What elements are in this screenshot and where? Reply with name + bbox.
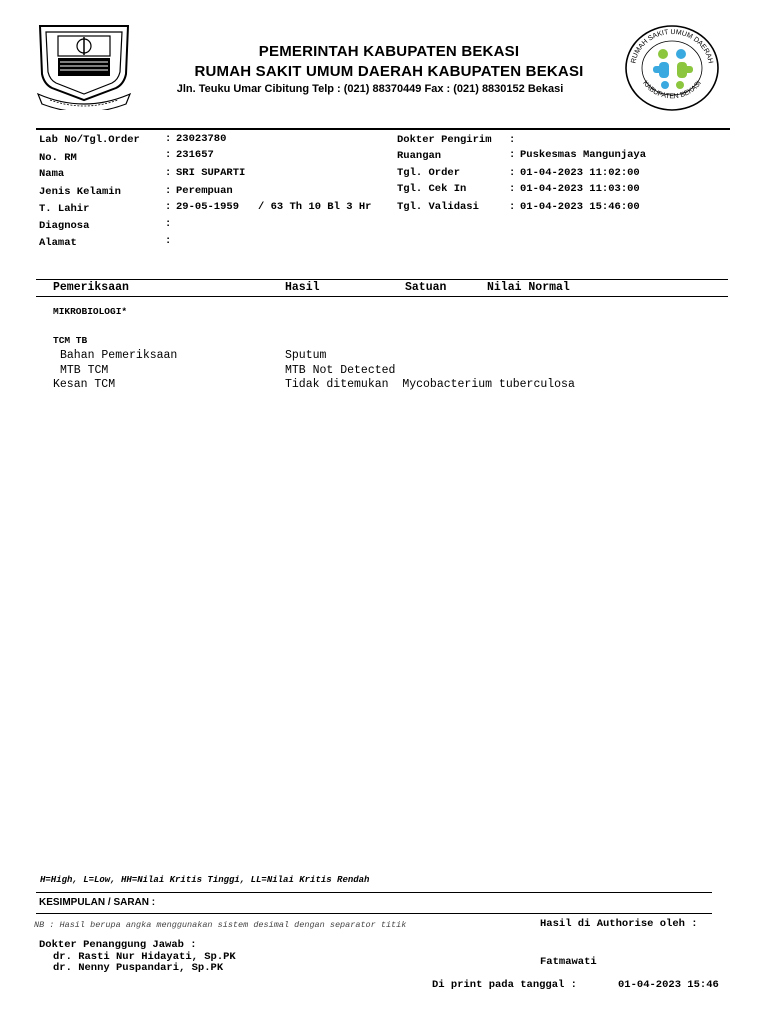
- checkin-date-label: Tgl. Cek In: [397, 183, 467, 195]
- colon: :: [165, 235, 172, 247]
- responsible-doctor-name: dr. Rasti Nur Hidayati, Sp.PK: [53, 951, 236, 963]
- hospital-address: Jln. Teuku Umar Cibitung Telp : (021) 88370449 Fax : (021) 8830152 Bekasi: [176, 83, 564, 95]
- colon: :: [165, 218, 172, 230]
- rm-value: 231657: [176, 149, 214, 161]
- colon: :: [509, 134, 516, 146]
- colon: :: [165, 167, 172, 179]
- table-header-rule: [36, 296, 728, 297]
- footer-rule-1: [36, 892, 712, 893]
- colon: :: [509, 201, 516, 213]
- table-row-name: Bahan Pemeriksaan: [60, 349, 178, 362]
- colon: :: [165, 149, 172, 161]
- rm-label: No. RM: [39, 152, 77, 164]
- printed-label: Di print pada tanggal :: [432, 979, 577, 991]
- diagnosis-label: Diagnosa: [39, 220, 90, 232]
- column-header-examination: Pemeriksaan: [53, 281, 129, 294]
- checkin-date-value: 01-04-2023 11:03:00: [520, 183, 640, 195]
- hospital-logo: [623, 24, 721, 112]
- colon: :: [165, 133, 172, 145]
- colon: :: [165, 201, 172, 213]
- colon: :: [165, 185, 172, 197]
- conclusion-label: KESIMPULAN / SARAN :: [39, 897, 156, 908]
- table-row-result: Sputum: [285, 349, 327, 362]
- name-value: SRI SUPARTI: [176, 167, 246, 179]
- dob-label: T. Lahir: [39, 203, 90, 215]
- table-row-name: Kesan TCM: [53, 378, 116, 391]
- header-divider: [36, 128, 730, 130]
- legend-note: H=High, L=Low, HH=Nilai Kritis Tinggi, LL=Nilai Kritis Rendah: [40, 875, 370, 885]
- lab-no-label: Lab No/Tgl.Order: [39, 134, 140, 146]
- responsible-doctor-label: Dokter Penanggung Jawab :: [39, 939, 197, 951]
- logo-text-top: RUMAH SAKIT UMUM DAERAH: [630, 28, 714, 65]
- room-value: Puskesmas Mangunjaya: [520, 149, 647, 161]
- age-value: / 63 Th 10 Bl 3 Hr: [258, 201, 372, 213]
- printed-at: 01-04-2023 15:46: [618, 979, 719, 991]
- section-title: MIKROBIOLOGI*: [53, 306, 128, 317]
- footer-rule-2: [36, 913, 712, 914]
- name-label: Nama: [39, 168, 65, 180]
- address-label: Alamat: [39, 237, 77, 249]
- dob-value: 29-05-1959: [176, 201, 240, 213]
- hospital-title: RUMAH SAKIT UMUM DAERAH KABUPATEN BEKASI: [194, 63, 584, 80]
- colon: :: [509, 149, 516, 161]
- validation-date-label: Tgl. Validasi: [397, 201, 479, 213]
- gender-value: Perempuan: [176, 185, 233, 197]
- decimal-note: NB : Hasil berupa angka menggunakan sistem desimal dengan separator titik: [34, 920, 407, 930]
- table-row-result: MTB Not Detected: [285, 364, 396, 377]
- colon: :: [509, 167, 516, 179]
- table-row-result: Tidak ditemukan Mycobacterium tuberculosa: [285, 378, 575, 391]
- table-top-rule: [36, 279, 728, 280]
- gender-label: Jenis Kelamin: [39, 186, 121, 198]
- authorised-label: Hasil di Authorise oleh :: [540, 918, 698, 930]
- room-label: Ruangan: [397, 150, 442, 162]
- responsible-doctor-name: dr. Nenny Puspandari, Sp.PK: [53, 962, 224, 974]
- colon: :: [509, 183, 516, 195]
- logo-text-bottom: KABUPATEN BEKASI: [641, 79, 703, 101]
- doctor-label: Dokter Pengirim: [397, 134, 492, 146]
- column-header-unit: Satuan: [405, 281, 447, 294]
- group-title: TCM TB: [53, 335, 88, 346]
- column-header-normal-value: Nilai Normal: [487, 281, 570, 294]
- table-row-name: MTB TCM: [60, 364, 109, 377]
- order-date-label: Tgl. Order: [397, 167, 461, 179]
- lab-no-value: 23023780: [176, 133, 227, 145]
- government-title: PEMERINTAH KABUPATEN BEKASI: [258, 43, 520, 60]
- column-header-result: Hasil: [285, 281, 320, 294]
- order-date-value: 01-04-2023 11:02:00: [520, 167, 640, 179]
- validation-date-value: 01-04-2023 15:46:00: [520, 201, 640, 213]
- authorised-by: Fatmawati: [540, 956, 597, 968]
